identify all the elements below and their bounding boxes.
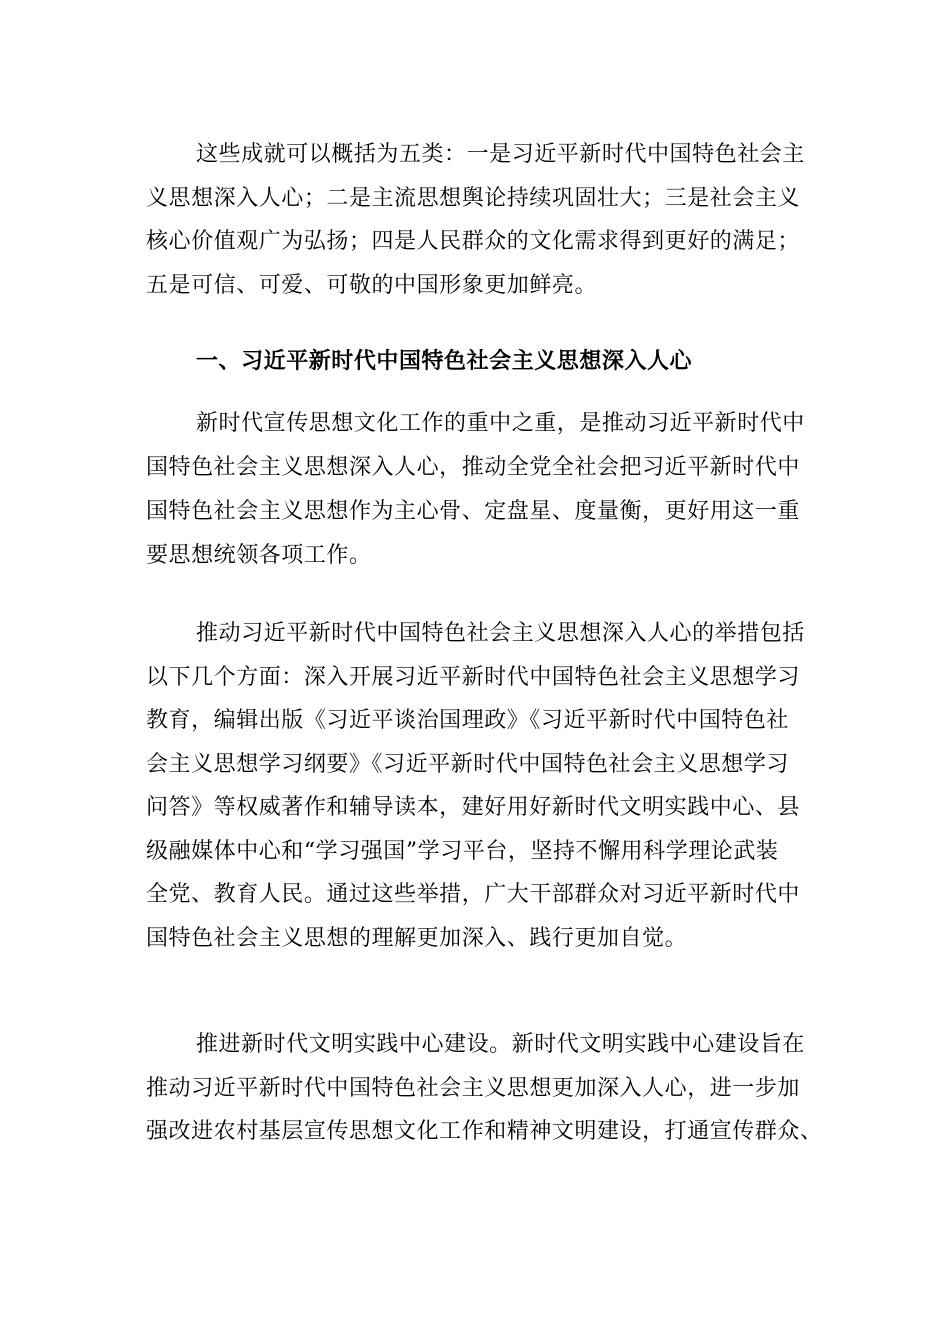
text-line: 级融媒体中心和“学习强国”学习平台，坚持不懈用科学理论武装 [146, 839, 779, 864]
text-line: 核心价值观广为弘扬；四是人民群众的文化需求得到更好的满足； [146, 229, 800, 254]
text-line: 五是可信、可爱、可敬的中国形象更加鲜亮。 [146, 273, 598, 298]
text-line: 国特色社会主义思想的理解更加深入、践行更加自觉。 [146, 926, 688, 951]
text-line: 推进新时代文明实践中心建设。新时代文明实践中心建设旨在 [196, 1032, 805, 1057]
text-line: 新时代宣传思想文化工作的重中之重，是推动习近平新时代中 [196, 411, 805, 436]
text-line: 以下几个方面：深入开展习近平新时代中国特色社会主义思想学习 [146, 665, 800, 690]
text-line: 一、习近平新时代中国特色社会主义思想深入人心 [196, 349, 693, 374]
text-line: 国特色社会主义思想深入人心，推动全党全社会把习近平新时代中 [146, 455, 800, 480]
text-line: 义思想深入人心；二是主流思想舆论持续巩固壮大；三是社会主义 [146, 186, 800, 211]
text-line: 要思想统领各项工作。 [146, 543, 372, 568]
text-line: 强改进农村基层宣传思想文化工作和精神文明建设，打通宣传群众、 [146, 1119, 823, 1144]
text-line: 全党、教育人民。通过这些举措，广大干部群众对习近平新时代中 [146, 882, 800, 907]
text-line: 教育，编辑出版《习近平谈治国理政》《习近平新时代中国特色社 [146, 708, 789, 733]
text-line: 推动习近平新时代中国特色社会主义思想深入人心的举措包括 [196, 621, 805, 646]
text-line: 这些成就可以概括为五类：一是习近平新时代中国特色社会主 [196, 142, 805, 167]
text-line: 会主义思想学习纲要》《习近平新时代中国特色社会主义思想学习 [146, 752, 789, 777]
text-line: 国特色社会主义思想作为主心骨、定盘星、度量衡，更好用这一重 [146, 499, 800, 524]
text-line: 推动习近平新时代中国特色社会主义思想更加深入人心，进一步加 [146, 1076, 800, 1101]
text-line: 问答》等权威著作和辅导读本，建好用好新时代文明实践中心、县 [146, 795, 800, 820]
